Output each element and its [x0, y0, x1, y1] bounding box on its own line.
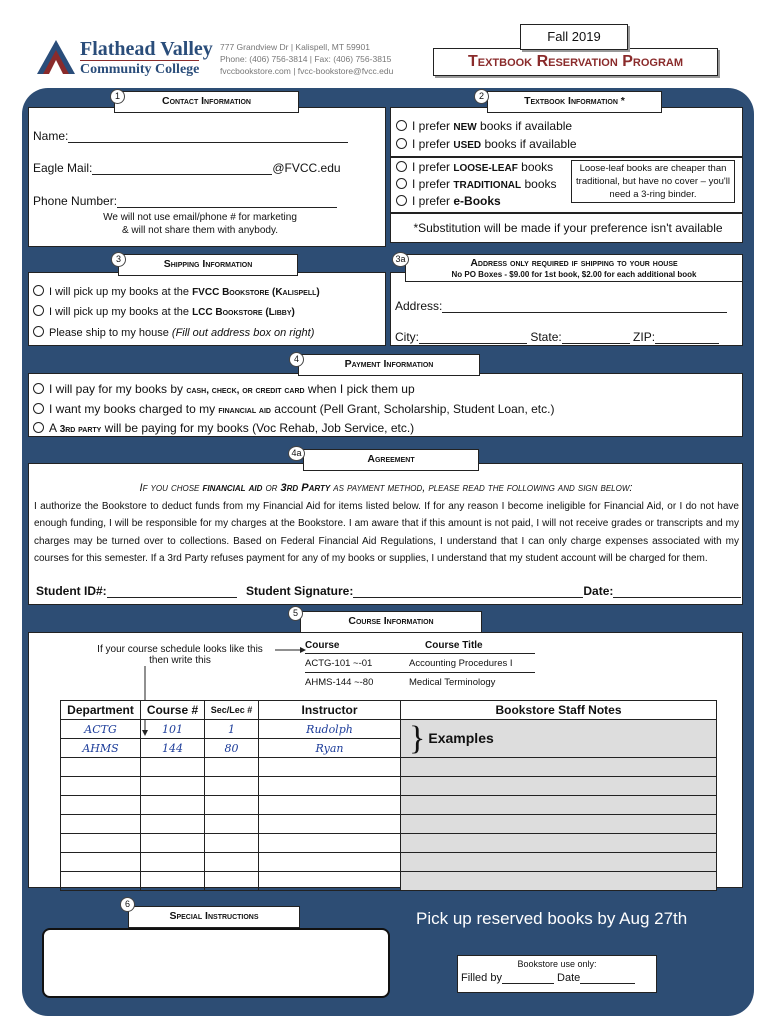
input-cell[interactable] [61, 853, 141, 872]
input-cell[interactable] [61, 758, 141, 777]
examples-notes-cell: } Examples [401, 720, 717, 758]
city-state-zip-field[interactable]: City: State: ZIP: [395, 330, 719, 344]
radio-icon [33, 285, 44, 296]
table-row[interactable] [61, 853, 717, 872]
col-section: Sec/Lec # [205, 701, 259, 720]
term-label: Fall 2019 [520, 24, 628, 50]
table-row [61, 720, 717, 739]
table-row[interactable] [61, 834, 717, 853]
input-cell[interactable] [259, 815, 401, 834]
input-cell[interactable] [141, 796, 205, 815]
special-instructions-input[interactable] [42, 928, 390, 998]
radio-icon [396, 161, 407, 172]
radio-icon [396, 195, 407, 206]
college-subname: Community College [80, 62, 200, 77]
college-name: Flathead Valley [80, 38, 213, 60]
radio-icon [396, 138, 407, 149]
table-row[interactable] [61, 872, 717, 891]
radio-icon [396, 120, 407, 131]
option-new-books[interactable]: I prefer NEW books if available [396, 119, 572, 133]
input-cell[interactable] [205, 758, 259, 777]
input-cell[interactable] [259, 796, 401, 815]
input-cell[interactable] [259, 777, 401, 796]
signature-line[interactable]: Student ID#: Student Signature: Date: [36, 584, 741, 598]
name-field[interactable]: Name: [33, 129, 348, 143]
option-pay-cash[interactable]: I will pay for my books by cash, check, or credit card when I pick them up [33, 382, 415, 396]
radio-icon [33, 422, 44, 433]
textbook-header: Textbook Information * [487, 91, 662, 113]
schedule-hint: If your course schedule looks like this then write this [97, 644, 263, 666]
input-cell[interactable] [141, 834, 205, 853]
radio-icon [33, 326, 44, 337]
email-field[interactable]: Eagle Mail: @FVCC.edu [33, 161, 341, 175]
col-course-number: Course # [141, 701, 205, 720]
example-cell: 101 [141, 720, 205, 739]
example-cell: 1 [205, 720, 259, 739]
section-number-3a: 3a [392, 252, 409, 267]
section-number-6: 6 [120, 897, 135, 912]
option-pay-financial-aid[interactable]: I want my books charged to my financial aid account (Pell Grant, Scholarship, Student Loan, etc.) [33, 402, 554, 416]
notes-cell [401, 853, 717, 872]
input-cell[interactable] [205, 796, 259, 815]
radio-icon [33, 403, 44, 414]
notes-cell [401, 758, 717, 777]
payment-header: Payment Information [298, 354, 480, 376]
section-number-4: 4 [289, 352, 304, 367]
special-header: Special Instructions [128, 906, 300, 928]
input-cell[interactable] [259, 872, 401, 891]
option-pickup-lcc[interactable]: I will pick up my books at the LCC Bookstore (Libby) [33, 305, 295, 318]
notes-cell [401, 815, 717, 834]
example-cell: Rudolph [259, 720, 401, 739]
table-row[interactable] [61, 777, 717, 796]
course-header: Course Information [300, 611, 482, 633]
privacy-note: We will not use email/phone # for marketing & will not share them with anybody. [103, 212, 297, 236]
col-instructor: Instructor [259, 701, 401, 720]
option-traditional[interactable]: I prefer TRADITIONAL books [396, 177, 557, 191]
notes-cell [401, 872, 717, 891]
input-cell[interactable] [141, 815, 205, 834]
contact-address: 777 Grandview Dr | Kalispell, MT 59901 Phone: (406) 756-3814 | Fax: (406) 756-3815 fvccbookstore.com | fvcc-bookstore@fvcc.edu [220, 42, 394, 76]
agreement-body: I authorize the Bookstore to deduct funds from my Financial Aid for items listed below. If for any reason I become ineligible for Financial Aid, or I do not have enough funding, I will be responsible for my charges at the Bookstore. I am aware that if this amount is not paid, I will not receive grades or transcripts and my charges may be turned over to collections. Based on Federal Financial Aid Regulations, I understand that I can only charge expenses associated with my courses for this semester. If a 3rd Party refuses payment for any of my books or supplies, I understand that my student account will be charged for them. [34, 501, 739, 564]
option-loose-leaf[interactable]: I prefer LOOSE-LEAF books [396, 160, 553, 174]
address-field[interactable]: Address: [395, 299, 727, 313]
phone-field[interactable]: Phone Number: [33, 194, 337, 208]
section-number-1: 1 [110, 89, 125, 104]
input-cell[interactable] [141, 853, 205, 872]
example-cell: ACTG [61, 720, 141, 739]
input-cell[interactable] [61, 815, 141, 834]
option-used-books[interactable]: I prefer USED books if available [396, 137, 577, 151]
shipping-header: Shipping Information [118, 254, 298, 276]
input-cell[interactable] [259, 853, 401, 872]
agreement-header: Agreement [303, 449, 479, 471]
input-cell[interactable] [259, 834, 401, 853]
example-schedule: Course Course Title ACTG-101 ~-01 Accounting Procedures I AHMS-144 ~-80 Medical Terminology [305, 640, 535, 692]
input-cell[interactable] [61, 834, 141, 853]
brace-icon: } [409, 719, 426, 757]
radio-icon [33, 383, 44, 394]
section-number-2: 2 [474, 89, 489, 104]
input-cell[interactable] [141, 777, 205, 796]
section-number-4a: 4a [288, 446, 305, 461]
course-table [60, 700, 717, 891]
example-cell: Ryan [259, 739, 401, 758]
input-cell[interactable] [205, 815, 259, 834]
input-cell[interactable] [61, 777, 141, 796]
table-row[interactable] [61, 796, 717, 815]
fvcc-logo-icon [35, 38, 77, 76]
notes-cell [401, 796, 717, 815]
input-cell[interactable] [141, 872, 205, 891]
option-ship-home[interactable]: Please ship to my house (Fill out address box on right) [33, 326, 314, 339]
input-cell[interactable] [259, 758, 401, 777]
pickup-deadline: Pick up reserved books by Aug 27th [416, 909, 688, 928]
input-cell[interactable] [205, 834, 259, 853]
input-cell[interactable] [61, 796, 141, 815]
substitution-note: *Substitution will be made if your preference isn't available [413, 221, 723, 235]
col-staff-notes: Bookstore Staff Notes [401, 701, 717, 720]
loose-leaf-note: Loose-leaf books are cheaper than traditional, but have no cover – you'll need a 3-ring binder. [571, 160, 735, 203]
option-pickup-fvcc[interactable]: I will pick up my books at the FVCC Bookstore (Kalispell) [33, 285, 320, 298]
notes-cell [401, 834, 717, 853]
notes-cell [401, 777, 717, 796]
radio-icon [396, 178, 407, 189]
example-cell: AHMS [61, 739, 141, 758]
address-header: Address only required if shipping to your house No PO Boxes - $9.00 for 1st book, $2.00 for each additional book [405, 254, 743, 282]
example-cell: 80 [205, 739, 259, 758]
input-cell[interactable] [205, 777, 259, 796]
contact-header: Contact Information [114, 91, 299, 113]
col-department: Department [61, 701, 141, 720]
input-cell[interactable] [141, 758, 205, 777]
section-number-5: 5 [288, 606, 303, 621]
section-number-3: 3 [111, 252, 126, 267]
radio-icon [33, 305, 44, 316]
option-ebooks[interactable]: I prefer e-Books [396, 194, 501, 208]
table-row[interactable] [61, 815, 717, 834]
option-pay-third-party[interactable]: A 3rd party will be paying for my books (Voc Rehab, Job Service, etc.) [33, 421, 414, 435]
input-cell[interactable] [205, 853, 259, 872]
program-title: Textbook Reservation Program [433, 48, 718, 76]
table-row[interactable] [61, 758, 717, 777]
agreement-lead: If you chose financial aid or 3rd Party as payment method, please read the following and sign below: [139, 482, 633, 494]
input-cell[interactable] [61, 872, 141, 891]
example-cell: 144 [141, 739, 205, 758]
table-header-row [61, 701, 717, 720]
input-cell[interactable] [205, 872, 259, 891]
staff-use-box: Bookstore use only: Filled by Date [457, 955, 657, 993]
